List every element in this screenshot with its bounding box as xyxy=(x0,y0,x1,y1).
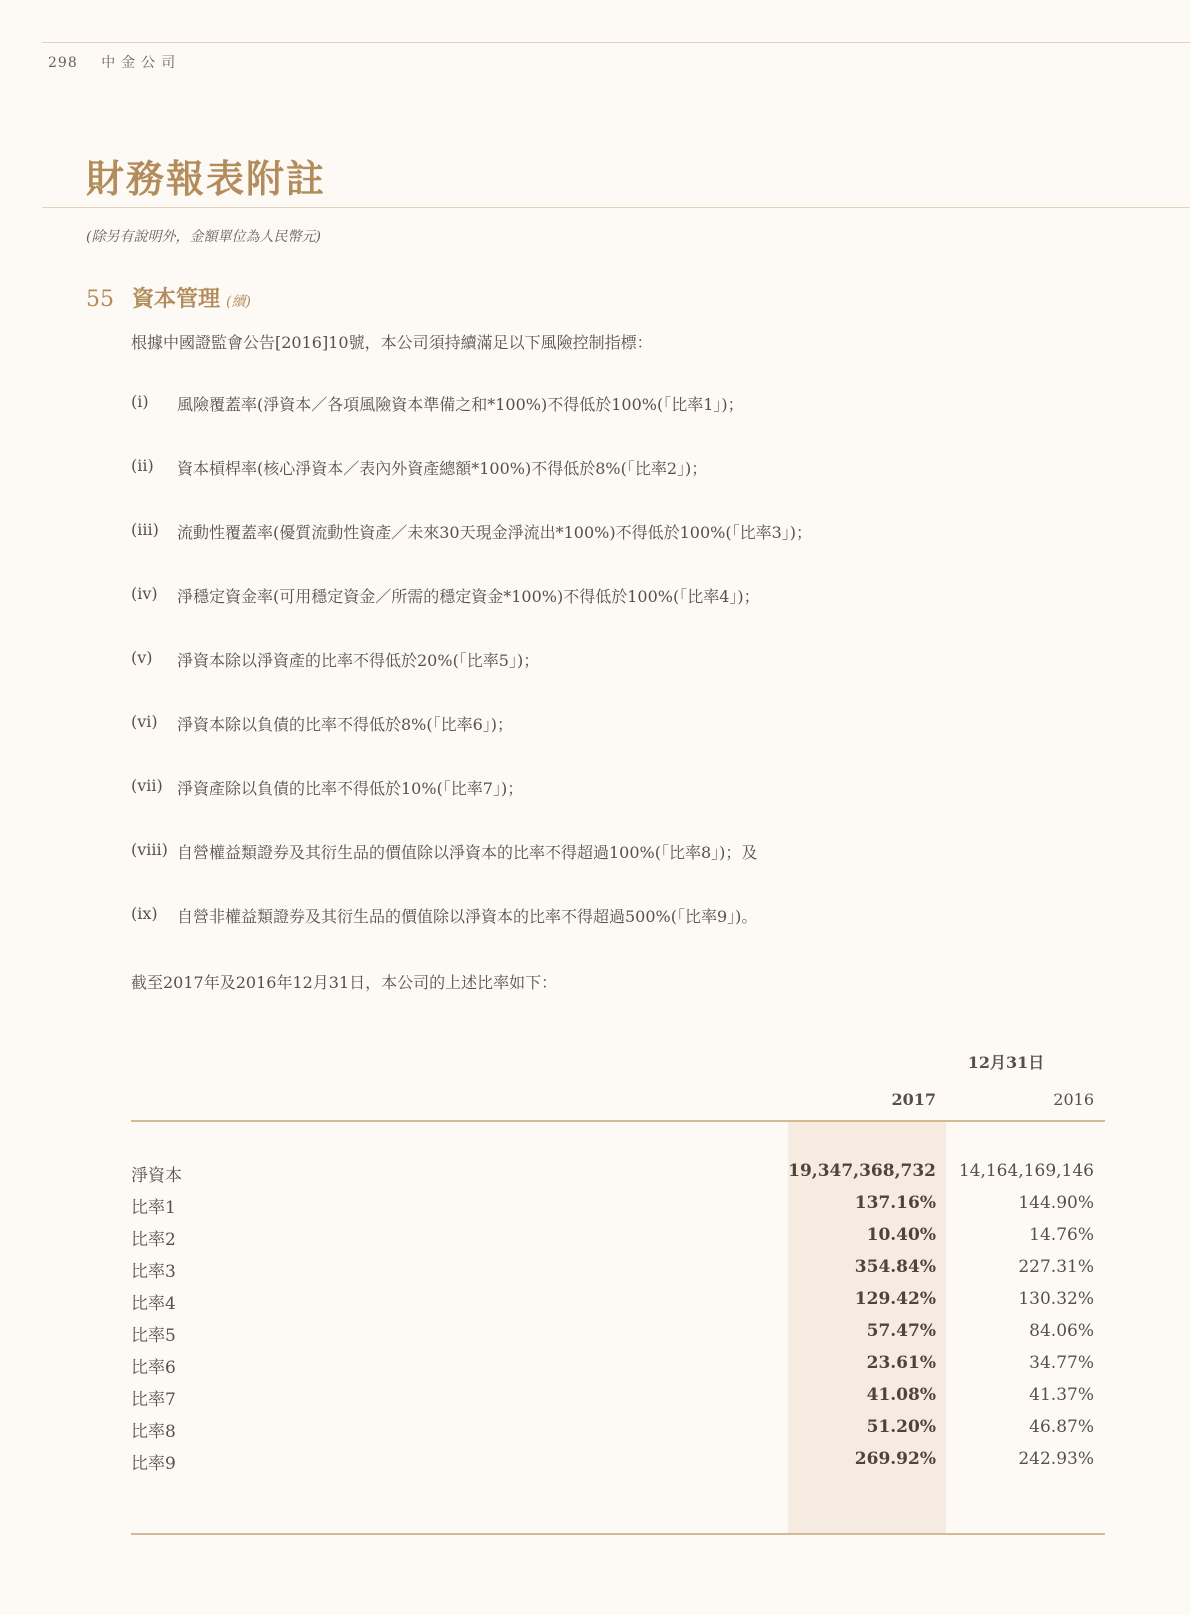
item-marker: (vi) xyxy=(131,712,158,731)
value-2017: 354.84% xyxy=(854,1257,936,1277)
unit-note: (除另有說明外，金額單位為人民幣元) xyxy=(86,229,321,245)
list-item xyxy=(131,712,812,776)
item-marker: (iii) xyxy=(131,520,159,539)
item-marker: (iv) xyxy=(131,584,158,603)
list-item xyxy=(131,392,812,456)
row-label: 比率9 xyxy=(131,1454,176,1474)
table-top-rule xyxy=(131,1120,1105,1122)
table-bottom-rule xyxy=(131,1533,1105,1535)
table-row xyxy=(131,1449,1105,1481)
item-text: 淨資本除以淨資產的比率不得低於20%(「比率5」)； xyxy=(177,651,540,670)
value-2016: 41.37% xyxy=(1029,1385,1094,1405)
row-label: 比率6 xyxy=(131,1358,176,1378)
item-text: 流動性覆蓋率(優質流動性資產／未來30天現金淨流出*100%)不得低於100%(「比率3」)； xyxy=(177,523,812,542)
item-text: 自營權益類證券及其衍生品的價值除以淨資本的比率不得超過100%(「比率8」)；及 xyxy=(177,843,758,862)
item-text: 淨資本除以負債的比率不得低於8%(「比率6」)； xyxy=(177,715,514,734)
title-rule xyxy=(42,207,1190,208)
value-2016: 242.93% xyxy=(1018,1449,1094,1469)
ratio-requirements-list xyxy=(131,392,812,968)
year-prior-header: 2016 xyxy=(1053,1090,1094,1109)
row-label: 比率5 xyxy=(131,1326,176,1346)
item-text: 自營非權益類證券及其衍生品的價值除以淨資本的比率不得超過500%(「比率9」)。 xyxy=(177,907,758,926)
intro-paragraph: 根據中國證監會公告[2016]10號，本公司須持續滿足以下風險控制指標： xyxy=(131,333,653,352)
row-label: 比率1 xyxy=(131,1198,176,1218)
page-number: 298 xyxy=(48,55,78,71)
page-header xyxy=(48,52,181,72)
row-label: 比率8 xyxy=(131,1422,176,1442)
company-name: 中金公司 xyxy=(101,55,182,71)
table-row xyxy=(131,1257,1105,1289)
as-of-paragraph: 截至2017年及2016年12月31日，本公司的上述比率如下： xyxy=(131,973,558,992)
table-row xyxy=(131,1385,1105,1417)
value-2016: 14,164,169,146 xyxy=(958,1161,1094,1181)
value-2017: 19,347,368,732 xyxy=(788,1161,936,1181)
table-row xyxy=(131,1417,1105,1449)
item-text: 淨資產除以負債的比率不得低於10%(「比率7」)； xyxy=(177,779,524,798)
table-row xyxy=(131,1225,1105,1257)
item-marker: (ii) xyxy=(131,456,154,475)
value-2017: 57.47% xyxy=(866,1321,936,1341)
value-2017: 129.42% xyxy=(854,1289,936,1309)
item-text: 風險覆蓋率(淨資本／各項風險資本準備之和*100%)不得低於100%(「比率1」)； xyxy=(177,395,744,414)
value-2016: 130.32% xyxy=(1018,1289,1094,1309)
table-row xyxy=(131,1353,1105,1385)
item-text: 淨穩定資金率(可用穩定資金／所需的穩定資金*100%)不得低於100%(「比率4」)； xyxy=(177,587,760,606)
section-heading xyxy=(86,282,251,313)
list-item xyxy=(131,456,812,520)
item-marker: (viii) xyxy=(131,840,168,859)
section-title: 資本管理 xyxy=(132,286,221,312)
year-current-header: 2017 xyxy=(891,1090,936,1109)
item-marker: (i) xyxy=(131,392,149,411)
item-marker: (vii) xyxy=(131,776,163,795)
table-row xyxy=(131,1321,1105,1353)
row-label: 淨資本 xyxy=(131,1166,182,1186)
table-row xyxy=(131,1161,1105,1193)
page-title: 財務報表附註 xyxy=(86,156,327,201)
item-marker: (v) xyxy=(131,648,153,667)
list-item xyxy=(131,776,812,840)
list-item xyxy=(131,520,812,584)
value-2017: 23.61% xyxy=(866,1353,936,1373)
section-continued: (續) xyxy=(226,294,251,310)
value-2016: 46.87% xyxy=(1029,1417,1094,1437)
value-2017: 137.16% xyxy=(854,1193,936,1213)
row-label: 比率3 xyxy=(131,1262,176,1282)
date-header: 12月31日 xyxy=(967,1053,1045,1072)
value-2016: 84.06% xyxy=(1029,1321,1094,1341)
value-2017: 269.92% xyxy=(854,1449,936,1469)
value-2016: 227.31% xyxy=(1018,1257,1094,1277)
row-label: 比率2 xyxy=(131,1230,176,1250)
value-2017: 41.08% xyxy=(866,1385,936,1405)
row-label: 比率4 xyxy=(131,1294,176,1314)
value-2016: 34.77% xyxy=(1029,1353,1094,1373)
table-row xyxy=(131,1289,1105,1321)
list-item xyxy=(131,648,812,712)
item-marker: (ix) xyxy=(131,904,158,923)
header-rule xyxy=(42,42,1190,43)
section-number: 55 xyxy=(86,287,114,312)
list-item xyxy=(131,840,812,904)
value-2017: 51.20% xyxy=(866,1417,936,1437)
value-2017: 10.40% xyxy=(866,1225,936,1245)
value-2016: 144.90% xyxy=(1018,1193,1094,1213)
item-text: 資本槓桿率(核心淨資本／表內外資產總額*100%)不得低於8%(「比率2」)； xyxy=(177,459,708,478)
list-item xyxy=(131,584,812,648)
row-label: 比率7 xyxy=(131,1390,176,1410)
table-row xyxy=(131,1193,1105,1225)
value-2016: 14.76% xyxy=(1029,1225,1094,1245)
list-item xyxy=(131,904,812,968)
